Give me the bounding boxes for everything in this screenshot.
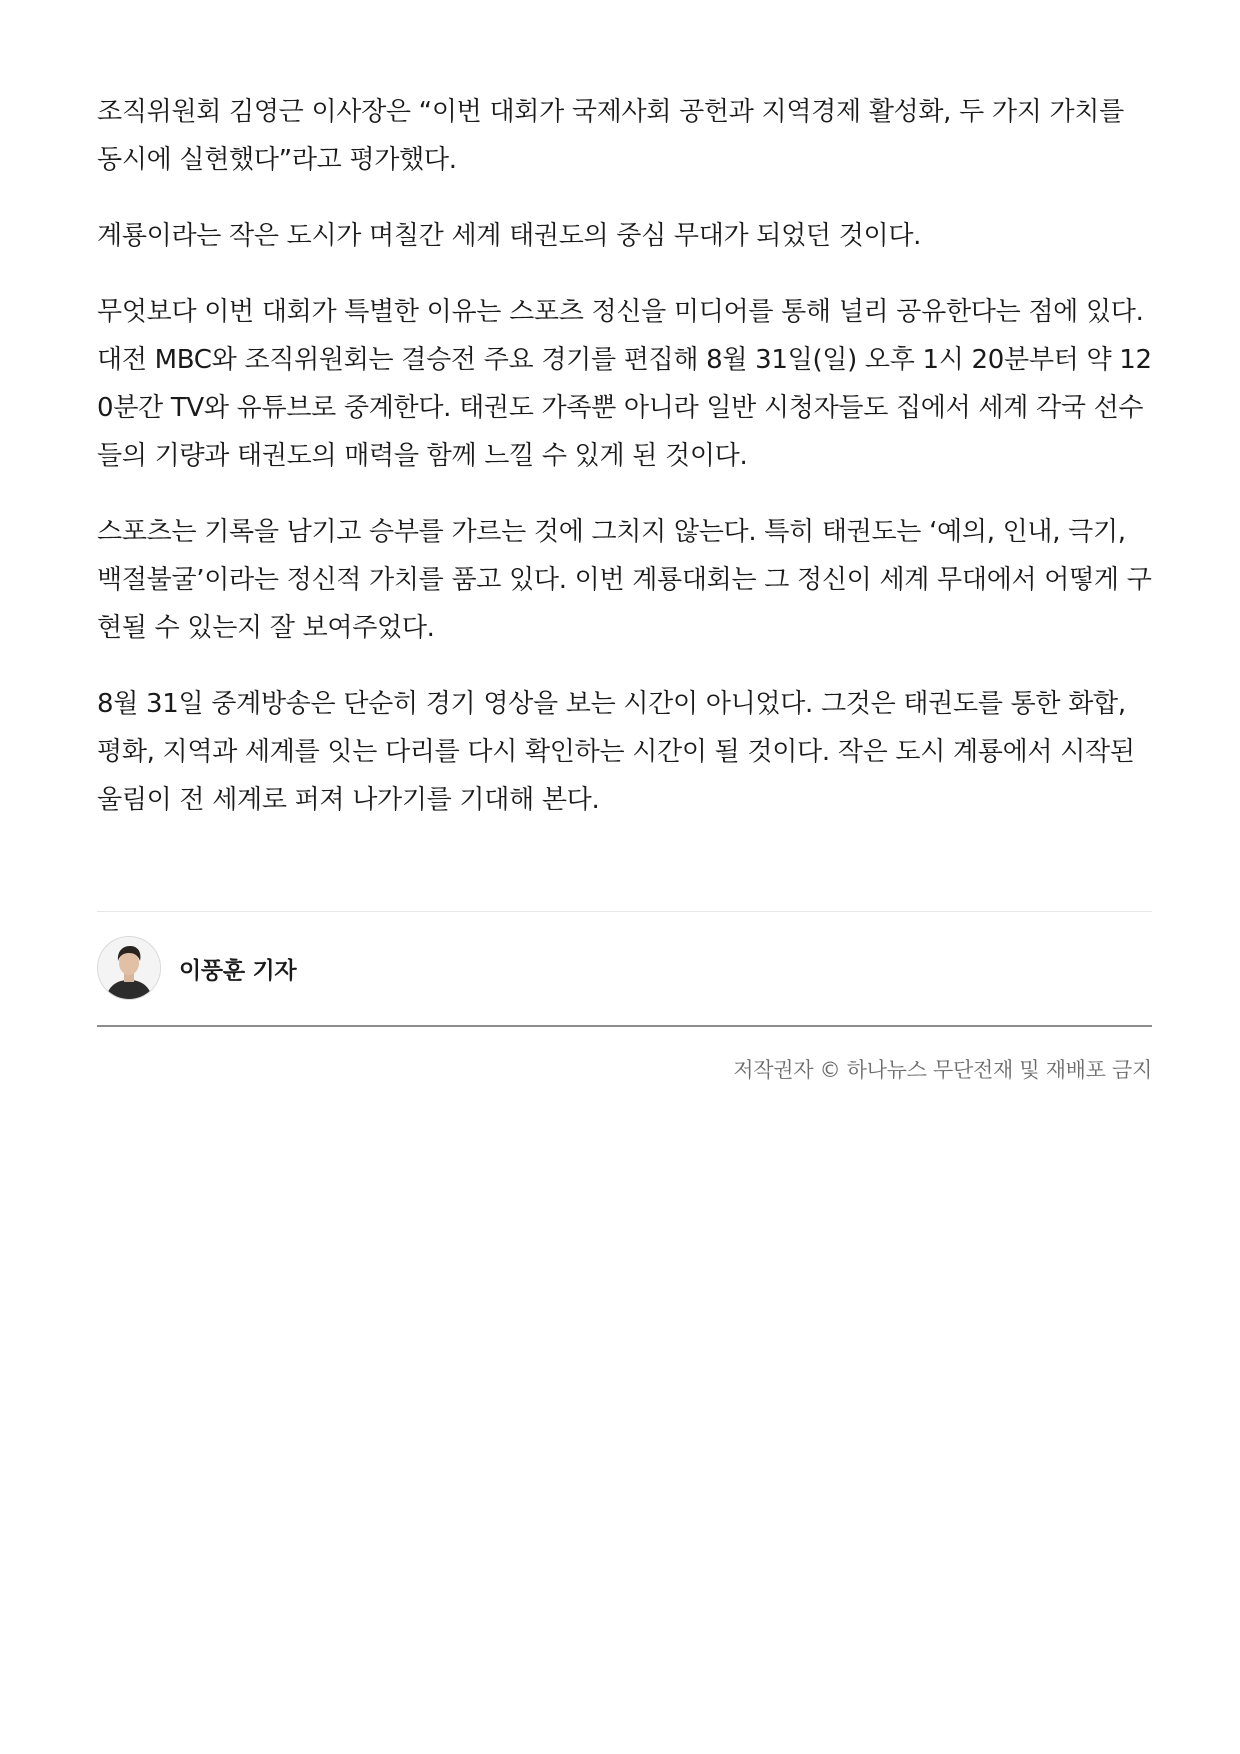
reporter-byline[interactable] [97,936,1152,1000]
reporter-avatar-icon[interactable] [97,936,161,1000]
avatar-image [98,937,160,999]
byline-bottom-divider [97,1025,1152,1027]
byline-top-divider [97,911,1152,912]
copyright-notice: 저작권자 © 하나뉴스 무단전재 및 재배포 금지 [733,1058,1152,1082]
article-paragraph: 8월 31일 중계방송은 단순히 경기 영상을 보는 시간이 아니었다. 그것은 태권도를 통한 화합, 평화, 지역과 세계를 잇는 다리를 다시 확인하는 시간이 될 것이다. 작은 도시 계룡에서 시작된 울림이 전 세계로 퍼져 나가기를 기대해 본다. [97,689,1135,815]
article-paragraph: 스포츠는 기록을 남기고 승부를 가르는 것에 그치지 않는다. 특히 태권도는 ‘예의, 인내, 극기, 백절불굴’이라는 정신적 가치를 품고 있다. 이번 계룡대회는 그 정신이 세계 무대에서 어떻게 구현될 수 있는지 잘 보여주었다. [97,517,1152,643]
reporter-name[interactable]: 이풍훈 기자 [179,957,297,984]
article-body [97,88,1152,852]
article-paragraph: 조직위원회 김영근 이사장은 “이번 대회가 국제사회 공헌과 지역경제 활성화, 두 가지 가치를 동시에 실현했다”라고 평가했다. [97,97,1124,175]
article-paragraph: 계룡이라는 작은 도시가 며칠간 세계 태권도의 중심 무대가 되었던 것이다. [97,221,922,251]
article-paragraph: 무엇보다 이번 대회가 특별한 이유는 스포츠 정신을 미디어를 통해 널리 공유한다는 점에 있다. 대전 MBC와 조직위원회는 결승전 주요 경기를 편집해 8월 31일(일) 오후 1시 20분부터 약 120분간 TV와 유튜브로 중계한다. 태권도 가족뿐 아니라 일반 시청자들도 집에서 세계 각국 선수들의 기량과 태권도의 매력을 함께 느낄 수 있게 된 것이다. [97,297,1152,471]
